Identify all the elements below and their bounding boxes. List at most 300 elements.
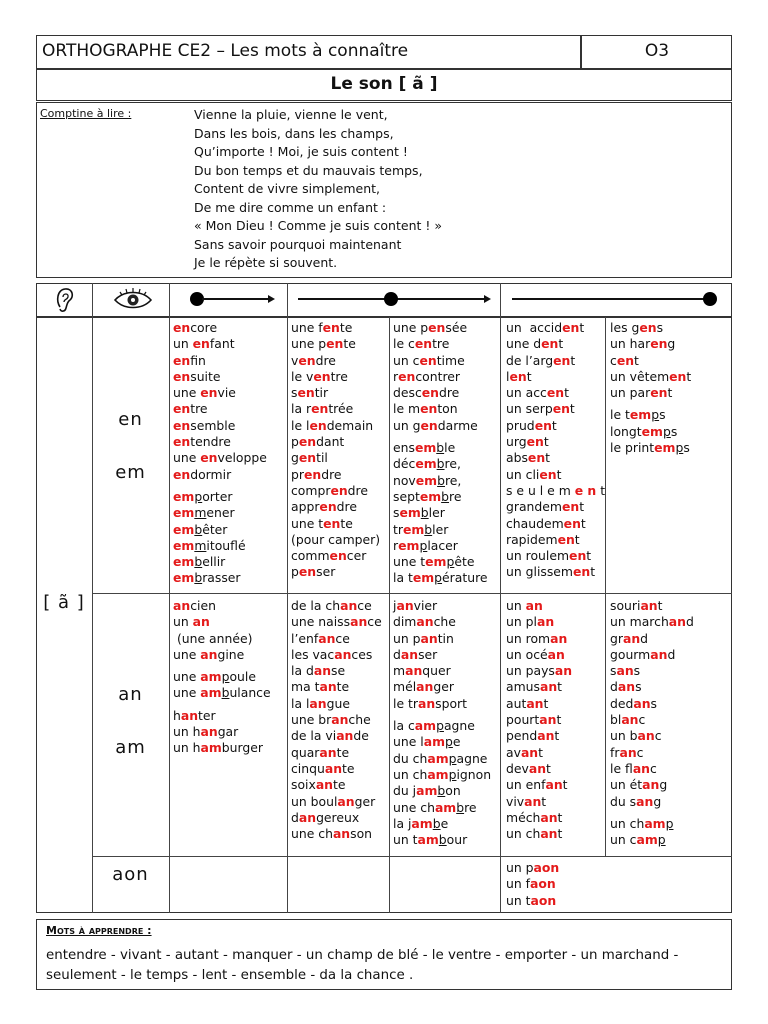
- red-grapheme: an: [554, 663, 573, 679]
- red-grapheme: an: [637, 728, 655, 744]
- word-item: lent: [506, 368, 532, 384]
- red-grapheme: an: [200, 724, 218, 740]
- word-item: un hamburger: [173, 740, 263, 756]
- word-item: ensemble: [393, 440, 456, 456]
- an-col-1: [173, 598, 271, 757]
- red-grapheme: en: [298, 564, 317, 580]
- red-grapheme: am: [411, 815, 433, 831]
- word-item: blanc: [610, 712, 646, 728]
- row-line: [92, 593, 732, 594]
- word-item: amusant: [506, 679, 563, 695]
- en-col-5: [610, 320, 691, 456]
- word-item: un hareng: [610, 336, 676, 352]
- underlined-letter: b: [194, 521, 203, 537]
- word-item: entendre: [173, 434, 231, 450]
- arrow-line: [512, 298, 708, 300]
- red-grapheme: an: [324, 760, 343, 776]
- word-item: grandement: [506, 499, 585, 515]
- underlined-letter: p: [651, 407, 660, 423]
- word-item: le ventre: [291, 368, 348, 384]
- red-grapheme: en: [173, 417, 191, 433]
- red-grapheme: en: [173, 401, 191, 417]
- word-item: un boulanger: [291, 793, 376, 809]
- poem-line: Vienne la pluie, vienne le vent,: [194, 107, 388, 122]
- red-grapheme: aon: [533, 860, 560, 875]
- red-grapheme: en: [322, 320, 340, 335]
- red-grapheme: an: [617, 679, 636, 695]
- underlined-letter: p: [419, 537, 428, 553]
- red-grapheme: en: [541, 336, 559, 352]
- word-item: la campagne: [393, 718, 475, 734]
- ear-icon: [52, 285, 78, 315]
- red-grapheme: en: [546, 385, 565, 401]
- red-grapheme: an: [331, 712, 349, 728]
- word-item: un paysan: [506, 663, 573, 679]
- red-grapheme: an: [315, 777, 333, 793]
- red-grapheme: en: [569, 548, 587, 564]
- mots-line-2: seulement - le temps - lent - ensemble - da la chance .: [46, 968, 414, 983]
- red-grapheme: an: [545, 777, 563, 793]
- word-item: emmitouflé: [173, 537, 246, 553]
- red-grapheme: em: [402, 521, 425, 537]
- red-grapheme: an: [632, 760, 650, 776]
- red-grapheme: em: [173, 521, 195, 537]
- red-grapheme: an: [526, 695, 544, 711]
- red-grapheme: an: [525, 598, 543, 613]
- red-grapheme: en: [650, 385, 668, 401]
- red-grapheme: an: [520, 744, 539, 760]
- red-grapheme: en: [298, 450, 317, 466]
- red-grapheme: an: [528, 760, 547, 776]
- word-item: une branche: [291, 712, 371, 728]
- red-grapheme: an: [417, 695, 436, 711]
- red-grapheme: am: [417, 832, 439, 848]
- underlined-letter: b: [456, 799, 465, 815]
- word-item: un champignon: [393, 766, 492, 782]
- red-grapheme: an: [537, 728, 555, 744]
- red-grapheme: en: [330, 482, 348, 498]
- word-item: remplacer: [393, 537, 458, 553]
- word-item: gentil: [291, 450, 328, 466]
- col-line: [169, 283, 170, 913]
- red-grapheme: an: [642, 777, 660, 793]
- word-item: de l’argent: [506, 352, 576, 368]
- word-item: de la viande: [291, 728, 369, 744]
- red-grapheme: an: [621, 712, 639, 728]
- word-item: trembler: [393, 521, 449, 537]
- red-grapheme: em: [654, 440, 676, 456]
- word-item: une ampoule: [173, 669, 256, 685]
- word-item: la langue: [291, 695, 350, 711]
- arrow-head-icon: [268, 295, 275, 303]
- word-item: une fente: [291, 320, 353, 335]
- red-grapheme: em: [399, 505, 421, 521]
- word-item: l’enfance: [291, 630, 350, 646]
- word-item: emmener: [173, 505, 235, 521]
- red-grapheme: en: [309, 417, 327, 433]
- word-item: une envie: [173, 385, 236, 401]
- underlined-letter: b: [194, 554, 203, 570]
- underlined-letter: b: [437, 783, 446, 799]
- red-grapheme: an: [180, 707, 199, 723]
- red-grapheme: an: [540, 826, 558, 842]
- word-item: de la chance: [291, 598, 372, 613]
- word-item: du sang: [610, 793, 662, 809]
- red-grapheme: em: [398, 537, 420, 553]
- word-item: une chambre: [393, 799, 477, 815]
- underlined-letter: b: [437, 472, 445, 488]
- underlined-letter: b: [420, 505, 429, 521]
- red-grapheme: an: [318, 630, 336, 646]
- word-item: un chant: [506, 826, 563, 842]
- underlined-letter: p: [445, 734, 453, 750]
- word-item: ensemble: [173, 417, 236, 433]
- underlined-letter: p: [665, 815, 674, 831]
- red-grapheme: an: [192, 614, 210, 630]
- red-grapheme: an: [200, 646, 218, 662]
- word-item: enfin: [173, 352, 206, 368]
- underlined-letter: p: [446, 554, 455, 570]
- word-item: septembre: [393, 488, 462, 504]
- word-item: autant: [506, 695, 549, 711]
- red-grapheme: em: [641, 423, 663, 439]
- word-item: la température: [393, 570, 488, 586]
- red-grapheme: an: [298, 809, 317, 825]
- word-item: sentir: [291, 385, 329, 401]
- word-item: décembre,: [393, 456, 461, 472]
- word-item: une tempête: [393, 554, 475, 570]
- red-grapheme: an: [396, 598, 414, 613]
- word-item: le transport: [393, 695, 468, 711]
- word-item: longtemps: [610, 423, 678, 439]
- en-col-3: [393, 320, 488, 587]
- underlined-letter: p: [657, 832, 666, 848]
- en-col-2: [291, 320, 380, 581]
- underlined-letter: m: [194, 537, 207, 553]
- red-grapheme: em: [173, 570, 195, 586]
- underlined-letter: p: [436, 718, 444, 734]
- red-grapheme: en: [526, 434, 544, 450]
- word-item: une pensée: [393, 320, 468, 335]
- word-item: avant: [506, 744, 543, 760]
- word-item: un océan: [506, 646, 565, 662]
- word-item: ensuite: [173, 368, 221, 384]
- word-item: dimanche: [393, 614, 456, 630]
- col-line: [605, 317, 606, 857]
- red-grapheme: en: [192, 336, 210, 352]
- underlined-letter: p: [221, 669, 230, 685]
- red-grapheme: em: [419, 488, 442, 504]
- word-item: un accident: [506, 320, 585, 335]
- red-grapheme: en: [323, 515, 341, 531]
- red-grapheme: an: [539, 712, 557, 728]
- red-grapheme: en: [552, 401, 570, 417]
- word-item: un champ: [610, 815, 674, 831]
- word-item: gourmand: [610, 646, 676, 662]
- col-line: [500, 283, 501, 913]
- poem-line: Sans savoir pourquoi maintenant: [194, 236, 402, 252]
- red-grapheme: en: [553, 352, 571, 368]
- an-col-3: [393, 598, 491, 848]
- word-item: rencontrer: [393, 368, 460, 384]
- aon-col-4: [506, 860, 559, 909]
- underlined-letter: b: [221, 685, 230, 701]
- word-item: apprendre: [291, 499, 357, 515]
- word-item: un centime: [393, 352, 465, 368]
- red-grapheme: am: [414, 718, 437, 734]
- word-item: le menton: [393, 401, 458, 417]
- red-grapheme: en: [539, 466, 557, 482]
- word-item: emporter: [173, 488, 233, 504]
- comptine-label: Comptine à lire :: [40, 107, 132, 120]
- word-item: (pour camper): [291, 531, 381, 547]
- word-item: (une année): [173, 630, 253, 646]
- red-grapheme: an: [416, 679, 434, 695]
- red-grapheme: am: [416, 783, 438, 799]
- dot-middle-icon: [384, 292, 398, 306]
- underlined-letter: p: [448, 750, 457, 766]
- word-item: une tente: [291, 515, 353, 531]
- word-item: un client: [506, 466, 562, 482]
- word-item: hanter: [173, 707, 216, 723]
- word-item: penser: [291, 564, 336, 580]
- underlined-letter: b: [436, 456, 445, 472]
- red-grapheme: en: [298, 352, 316, 368]
- red-grapheme: em: [173, 505, 195, 521]
- red-grapheme: am: [200, 669, 222, 685]
- red-grapheme: an: [619, 744, 637, 760]
- red-grapheme: aon: [530, 876, 556, 892]
- red-grapheme: am: [200, 740, 222, 756]
- underlined-letter: p: [448, 766, 457, 782]
- phoneme-label: [ ã ]: [43, 592, 85, 613]
- comptine-text: [194, 106, 694, 273]
- col-line: [92, 283, 93, 913]
- red-grapheme: en: [509, 368, 527, 384]
- red-grapheme: aon: [530, 892, 557, 908]
- red-grapheme: an: [336, 728, 354, 744]
- red-grapheme: em: [173, 488, 195, 504]
- word-item: endormir: [173, 466, 232, 482]
- word-item: un serpent: [506, 401, 575, 417]
- word-item: une angine: [173, 646, 245, 662]
- red-grapheme: am: [434, 799, 457, 815]
- word-item: entre: [173, 401, 208, 417]
- word-item: prudent: [506, 417, 557, 433]
- word-item: commencer: [291, 548, 367, 564]
- page-title: ORTHOGRAPHE CE2 – Les mots à connaître: [42, 41, 409, 61]
- word-item: les vacances: [291, 646, 373, 662]
- word-item: un gendarme: [393, 417, 478, 433]
- word-item: le lendemain: [291, 417, 374, 433]
- red-grapheme: en: [173, 466, 191, 482]
- word-item: méchant: [506, 809, 563, 825]
- word-item: novembre,: [393, 472, 462, 488]
- red-grapheme: an: [173, 598, 191, 613]
- red-grapheme: an: [633, 695, 651, 711]
- grapheme-aon: aon: [112, 864, 149, 885]
- red-grapheme: en: [419, 352, 437, 368]
- underlined-letter: m: [194, 505, 207, 521]
- an-col-2: [291, 598, 382, 842]
- red-grapheme: am: [200, 685, 222, 701]
- word-item: un plan: [506, 614, 555, 630]
- red-grapheme: en: [639, 320, 657, 335]
- word-item: cinquante: [291, 760, 355, 776]
- word-item: un accent: [506, 385, 569, 401]
- en-col-4: [506, 320, 605, 581]
- red-grapheme: em: [425, 554, 447, 570]
- red-grapheme: em: [415, 472, 438, 488]
- table-header-line: [36, 316, 732, 318]
- word-item: pourtant: [506, 712, 562, 728]
- word-item: du jambon: [393, 783, 461, 799]
- underlined-letter: b: [424, 521, 433, 537]
- red-grapheme: an: [340, 598, 358, 613]
- word-item: descendre: [393, 385, 460, 401]
- word-item: un banc: [610, 728, 662, 744]
- red-grapheme: en: [173, 434, 191, 450]
- word-item: prendre: [291, 466, 342, 482]
- underlined-letter: p: [675, 440, 684, 456]
- word-item: un an: [506, 598, 543, 613]
- underlined-letter: p: [434, 570, 443, 586]
- red-grapheme: en: [561, 499, 580, 515]
- red-grapheme: an: [416, 614, 434, 630]
- word-item: une lampe: [393, 734, 461, 750]
- red-grapheme: en: [326, 336, 344, 352]
- word-item: rapidement: [506, 531, 580, 547]
- mots-line-1: entendre - vivant - autant - manquer - un champ de blé - le ventre - emporter - un marchand -: [46, 948, 679, 963]
- word-item: quarante: [291, 744, 350, 760]
- word-item: du champagne: [393, 750, 488, 766]
- word-item: encore: [173, 320, 218, 335]
- word-item: un enfant: [506, 777, 568, 793]
- word-item: un hangar: [173, 724, 239, 740]
- red-grapheme: em: [414, 440, 437, 456]
- word-item: chaudement: [506, 515, 586, 531]
- red-grapheme: en: [421, 385, 439, 401]
- word-item: le temps: [610, 407, 666, 423]
- word-item: grand: [610, 630, 649, 646]
- word-item: une dent: [506, 336, 564, 352]
- red-grapheme: en: [557, 531, 575, 547]
- word-item: une ambulance: [173, 685, 271, 701]
- red-grapheme: an: [622, 630, 641, 646]
- word-item: urgent: [506, 434, 549, 450]
- red-grapheme: an: [650, 646, 668, 662]
- red-grapheme: en: [398, 368, 416, 384]
- grapheme-an: an: [118, 684, 143, 705]
- word-item: la danse: [291, 663, 346, 679]
- red-grapheme: an: [319, 744, 337, 760]
- red-grapheme: em: [173, 554, 195, 570]
- red-grapheme: an: [668, 614, 686, 630]
- red-grapheme: an: [616, 663, 634, 679]
- word-item: soixante: [291, 777, 346, 793]
- en-col-1: [173, 320, 267, 587]
- red-grapheme: an: [420, 630, 438, 646]
- word-item: les gens: [610, 320, 664, 335]
- dot-end-icon: [703, 292, 717, 306]
- word-item: embêter: [173, 521, 228, 537]
- red-grapheme: en: [173, 320, 191, 335]
- word-item: un marchand: [610, 614, 694, 630]
- word-item: une pente: [291, 336, 356, 352]
- word-item: un faon: [506, 876, 556, 892]
- word-item: un enfant: [173, 336, 235, 352]
- red-grapheme: en: [573, 564, 591, 580]
- word-item: une enveloppe: [173, 450, 267, 466]
- word-item: franc: [610, 744, 644, 760]
- word-item: janvier: [393, 598, 438, 613]
- word-item: danser: [393, 646, 438, 662]
- col-line: [287, 283, 288, 913]
- red-grapheme: en: [414, 336, 433, 352]
- word-item: ancien: [173, 598, 216, 613]
- word-item: un glissement: [506, 564, 596, 580]
- red-grapheme: an: [536, 614, 555, 630]
- red-grapheme: en: [428, 320, 446, 335]
- red-grapheme: an: [640, 598, 658, 613]
- red-grapheme: am: [636, 832, 658, 848]
- red-grapheme: en: [313, 368, 331, 384]
- red-grapheme: em: [412, 570, 435, 586]
- word-item: cent: [610, 352, 639, 368]
- red-grapheme: an: [319, 679, 337, 695]
- word-item: manquer: [393, 663, 451, 679]
- word-item: une chanson: [291, 826, 373, 842]
- arrow-head-icon: [484, 295, 491, 303]
- col-line: [389, 317, 390, 913]
- row-line: [92, 856, 732, 857]
- word-item: s e u l e m e n t: [506, 482, 606, 498]
- lesson-code: O3: [644, 41, 670, 61]
- red-grapheme: en: [200, 385, 218, 401]
- grapheme-en: en: [118, 409, 143, 430]
- word-item: pendant: [291, 434, 345, 450]
- red-grapheme: en: [616, 352, 635, 368]
- red-grapheme: am: [427, 766, 449, 782]
- underlined-letter: b: [194, 570, 203, 586]
- red-grapheme: an: [636, 793, 654, 809]
- red-grapheme: en: [303, 466, 322, 482]
- word-item: un parent: [610, 385, 673, 401]
- red-grapheme: en: [527, 450, 546, 466]
- word-item: dedans: [610, 695, 658, 711]
- red-grapheme: em: [415, 456, 437, 472]
- word-item: souriant: [610, 598, 663, 613]
- poem-line: Je le répète si souvent.: [194, 255, 338, 270]
- word-item: une naissance: [291, 614, 382, 630]
- red-grapheme: en: [298, 434, 317, 450]
- underlined-letter: b: [441, 488, 450, 504]
- poem-line: Du bon temps et du mauvais temps,: [194, 162, 423, 178]
- poem-line: Content de vivre simplement,: [194, 181, 381, 196]
- word-item: un pantin: [393, 630, 454, 646]
- grapheme-am: am: [115, 737, 146, 758]
- poem-line: « Mon Dieu ! Comme je suis content ! »: [194, 218, 443, 233]
- red-grapheme: en: [319, 499, 337, 515]
- word-item: la jambe: [393, 815, 449, 831]
- red-grapheme: an: [313, 663, 332, 679]
- an-col-5: [610, 598, 694, 848]
- red-grapheme: en: [420, 401, 438, 417]
- red-grapheme: an: [309, 695, 327, 711]
- red-grapheme: en: [669, 368, 687, 384]
- word-item: un vêtement: [610, 368, 692, 384]
- word-item: vivant: [506, 793, 547, 809]
